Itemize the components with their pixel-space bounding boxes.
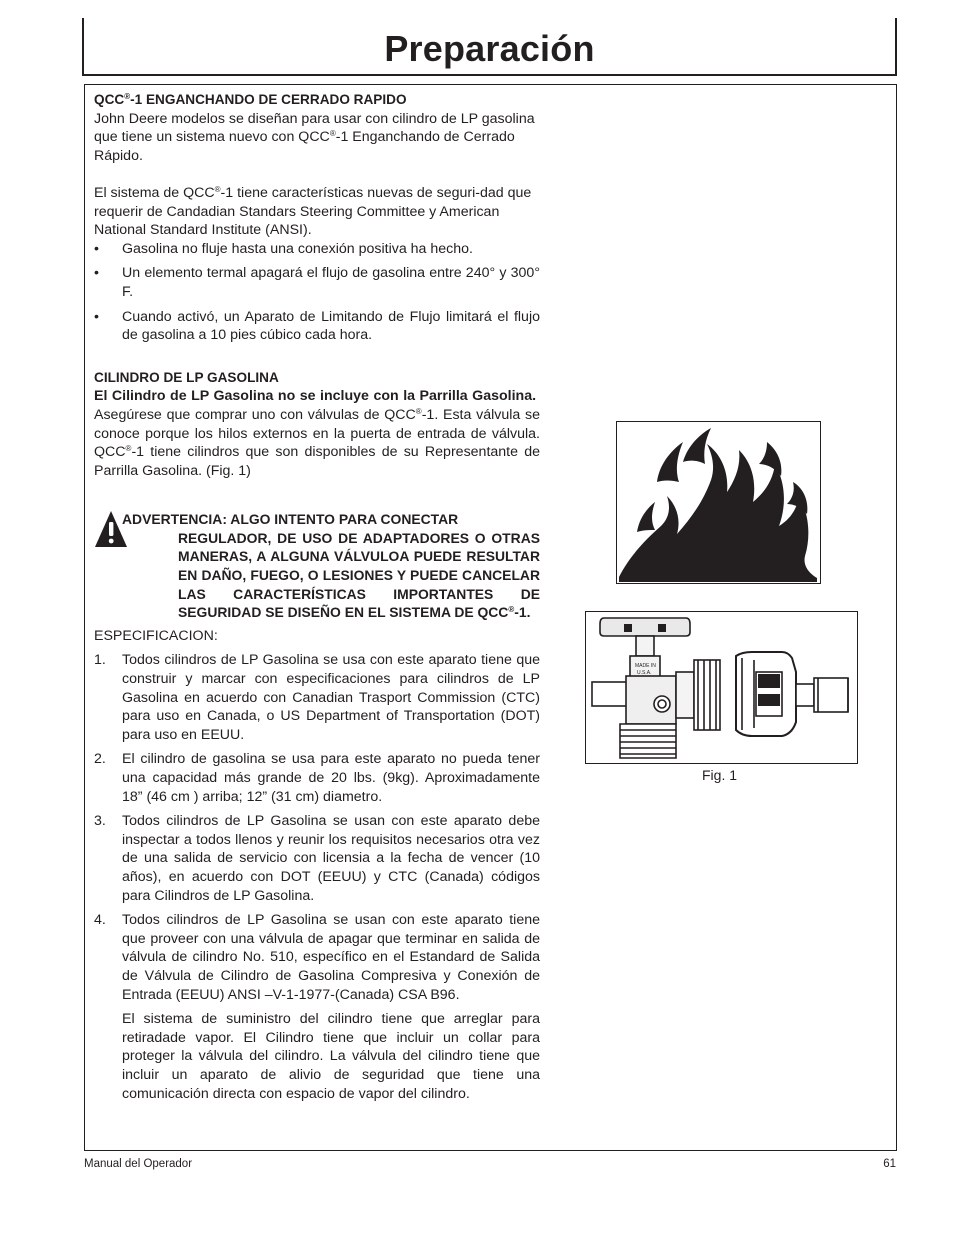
qcc-valve-icon xyxy=(586,612,856,762)
footer-manual-name: Manual del Operador xyxy=(84,1158,193,1170)
text-column xyxy=(94,91,540,1103)
cylinder-paragraph: El Cilindro de LP Gasolina no se incluye con la Parrilla Gasolina. Asegúrese que comprar uno con válvulas de QCC®-1. Esta válvula se conoce porque los hilos externos en la puerta de entrada de válvula. QCC®-1 tiene cilindros que son disponibles de su Representante de Parrilla Gasolina. (Fig. 1) xyxy=(94,388,541,479)
bullet-item: • Un elemento termal apagará el flujo de gasolina entre 240° y 300° F. xyxy=(94,265,540,300)
warning-body: REGULADOR, DE USO DE ADAPTADORES O OTRAS MANERAS, A ALGUNA VÁLVULOA PUEDE RESULTAR EN DAÑO, FUEGO, O LESIONES Y PUEDE CANCELAR LAS CARACTERÍSTICAS IMPORTANTES DE SEGURIDAD SE DISEÑO EN EL SISTEMA DE QCC®-1. xyxy=(178,529,540,621)
valve-stamp-line-1: MADE IN xyxy=(635,663,656,669)
spec-item: 4. Todos cilindros de LP Gasolina se usan con este aparato tiene que proveer con una válvula de apagar que terminar en salida de válvula de cilindro No. 510, específico en el Estandard de Salida de Válvula de Cilindro de Gasolina Compresiva y Conexión de Entrada (EEUU) ANSI –V-1-1977-(Canada) CSA B96. xyxy=(94,912,540,1003)
bullet-item: • Cuando activó, un Aparato de Limitando de Flujo limitará el flujo de gasolina a 10 pies cúbico cada hora. xyxy=(94,308,540,344)
figure-caption: Fig. 1 xyxy=(702,767,738,783)
spec-label: ESPECIFICACION: xyxy=(94,627,218,644)
spec-item-4-extra: El sistema de suministro del cilindro tiene que arreglar para retiradade vapor. El Cilindro tiene que incluir un collar para proteger la válvula del cilindro. La válvula del cilindro tiene que incluir un aparato de alivio de seguridad que tiene una comunicación directa con espacio de vapor del cilindro. xyxy=(122,1011,540,1102)
qcc-heading: QCC®-1 ENGANCHANDO DE CERRADO RAPIDO xyxy=(94,92,407,107)
qcc-paragraph-1: John Deere modelos se diseñan para usar con cilindro de LP gasolina que tiene un sistema nuevo con QCC®-1 Enganchando de Cerrado Rápido. xyxy=(94,110,535,164)
fire-icon xyxy=(617,422,819,582)
warning-block xyxy=(94,510,540,622)
fire-hazard-symbol xyxy=(616,421,821,584)
warning-triangle-icon xyxy=(94,510,128,548)
spec-item: 2. El cilindro de gasolina se usa para este aparato no pueda tener una capacidad más grande de 20 lbs. (9kg). Aproximadamente 18” (46 cm ) arriba; 12” (31 cm) diametro. xyxy=(94,751,540,805)
valve-stamp-line-2: U.S.A. xyxy=(637,670,652,676)
page-title: Preparación xyxy=(384,28,595,69)
spec-item: 1. Todos cilindros de LP Gasolina se usa con este aparato tiene que construir y marcar con especificaciones para cilindros de LP Gasolina en acuerdo con Canadian Trasport Commission (CTC) para uso en Canada, o US Department of Transportation (DOT) para uso en EEUU. xyxy=(94,652,540,743)
title-frame xyxy=(82,18,897,76)
bullet-item: • Gasolina no fluje hasta una conexión positiva ha hecho. xyxy=(94,240,473,257)
footer-page-number: 61 xyxy=(883,1158,896,1170)
spec-item: 3. Todos cilindros de LP Gasolina se usan con este aparato debe inspectar a todos llenos y reunir los requisitos necesarios otra vez de una salida de servicio con licensia a la fecha de vencer (10 años), en acuerdo con DOT (EEUU) y CTC (Canada) códigos para Cilindros de LP Gasolina. xyxy=(94,813,540,904)
warning-line-1: ADVERTENCIA: ALGO INTENTO PARA CONECTAR xyxy=(122,511,459,528)
cylinder-heading: CILINDRO DE LP GASOLINA xyxy=(94,369,279,385)
qcc-paragraph-2: El sistema de QCC®-1 tiene características nuevas de seguri-dad que requerir de Candadian Standars Steering Committee y American National Standard Institute (ANSI). xyxy=(94,184,532,239)
valve-illustration xyxy=(585,611,858,764)
